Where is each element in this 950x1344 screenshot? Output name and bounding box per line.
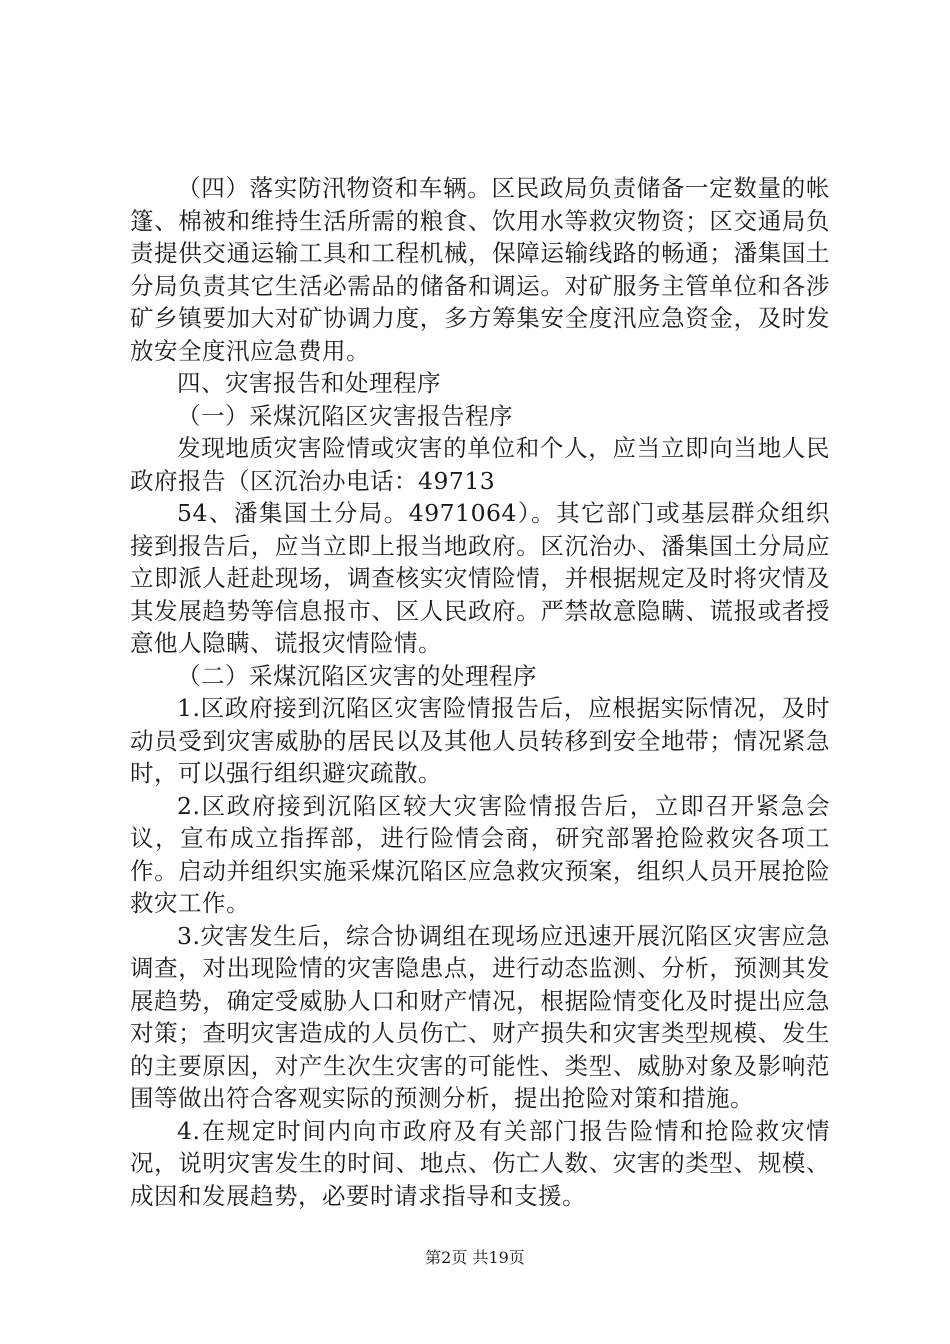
paragraph-step-3: 3.灾害发生后，综合协调组在现场应迅速开展沉陷区灾害应急调查，对出现险情的灾害隐患点，进行动态监测、分析，预测其发展趋势，确定受威胁人口和财产情况，根据险情变化及时提出应急对策；查明灾害造成的人员伤亡、财产损失和灾害类型规模、发生的主要原因，对产生次生灾害的可能性、类型、威胁对象及影响范围等做出符合客观实际的预测分析，提出抢险对策和措施。 bbox=[130, 921, 830, 1112]
paragraph-step-4: 4.在规定时间内向市政府及有关部门报告险情和抢险救灾情况，说明灾害发生的时间、地点、伤亡人数、灾害的类型、规模、成因和发展趋势，必要时请求指导和支援。 bbox=[130, 1116, 830, 1210]
paragraph-report-details: 54、潘集国土分局。4971064）。其它部门或基层群众组织接到报告后，应当立即上报当地政府。区沉治办、潘集国土分局应立即派人赶赴现场，调查核实灾情险情，并根据规定及时将灾情及其发展趋势等信息报市、区人民政府。严禁故意隐瞒、谎报或者授意他人隐瞒、谎报灾情险情。 bbox=[130, 499, 830, 657]
paragraph-step-2: 2.区政府接到沉陷区较大灾害险情报告后，立即召开紧急会议，宣布成立指挥部，进行险情会商，研究部署抢险救灾各项工作。启动并组织实施采煤沉陷区应急救灾预案，组织人员开展抢险救灾工作。 bbox=[130, 791, 830, 917]
document-body bbox=[130, 172, 830, 1212]
subheading-report-procedure: （一）采煤沉陷区灾害报告程序 bbox=[177, 401, 513, 430]
subheading-handling-procedure: （二）采煤沉陷区灾害的处理程序 bbox=[177, 661, 537, 690]
paragraph-flood-supplies: （四）落实防汛物资和车辆。区民政局负责储备一定数量的帐篷、棉被和维持生活所需的粮食、饮用水等救灾物资；区交通局负责提供交通运输工具和工程机械，保障运输线路的畅通；潘集国土分局负责其它生活必需品的储备和调运。对矿服务主管单位和各涉矿乡镇要加大对矿协调力度，多方筹集安全度汛应急资金，及时发放安全度汛应急费用。 bbox=[130, 174, 830, 365]
paragraph-step-1: 1.区政府接到沉陷区灾害险情报告后，应根据实际情况，及时动员受到灾害威胁的居民以及其他人员转移到安全地带；情况紧急时，可以强行组织避灾疏散。 bbox=[130, 694, 830, 787]
section-heading-disaster-report: 四、灾害报告和处理程序 bbox=[177, 369, 441, 397]
page-number-footer: 第2页 共19页 bbox=[425, 1248, 525, 1267]
paragraph-report-intro: 发现地质灾害险情或灾害的单位和个人，应当立即向当地人民政府报告（区沉治办电话：49713 bbox=[130, 434, 830, 495]
